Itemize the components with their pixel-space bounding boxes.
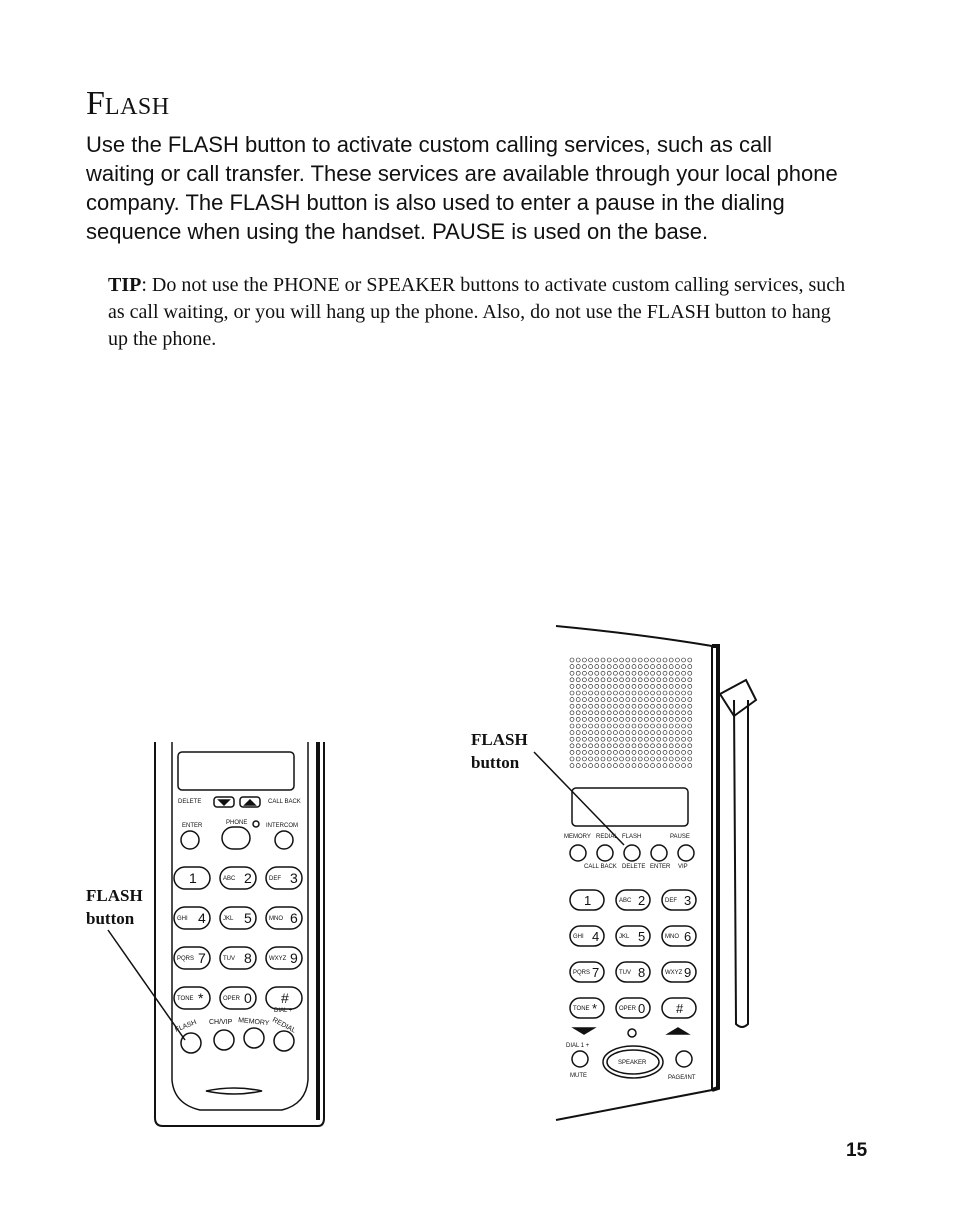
base-label-mute: MUTE <box>570 1073 587 1079</box>
base-key-letters: OPER <box>619 1006 637 1012</box>
handset-label-dial: DIAL + <box>274 1008 293 1014</box>
base-key-digit: # <box>676 1001 684 1016</box>
base-key-letters: JKL <box>619 934 630 940</box>
base-key-digit: 2 <box>638 893 646 908</box>
handset-label-flash: FLASH <box>174 1018 198 1034</box>
handset-key-9[interactable] <box>266 947 302 969</box>
base-label-pause: PAUSE <box>670 834 690 840</box>
base-key-digit: 7 <box>592 965 600 980</box>
base-key-2[interactable] <box>616 890 650 910</box>
base-key-digit: * <box>592 1001 598 1016</box>
base-label-flash: FLASH <box>622 834 642 840</box>
page-title: FLASH <box>86 85 170 122</box>
base-key-pound[interactable] <box>662 998 696 1018</box>
handset-key-letters: JKL <box>223 916 234 922</box>
base-key-digit: 5 <box>638 929 646 944</box>
handset-key-digit: 7 <box>198 950 206 966</box>
base-key-letters: PQRS <box>573 970 591 976</box>
base-key-0[interactable] <box>616 998 650 1018</box>
handset-key-letters: TONE <box>177 996 194 1002</box>
base-key-digit: 8 <box>638 965 646 980</box>
handset-key-star[interactable] <box>174 987 210 1009</box>
base-key-letters: DEF <box>665 898 677 904</box>
base-label-vip: VIP <box>678 864 688 870</box>
handset-key-digit: 6 <box>290 910 298 926</box>
handset-label-redial: REDIAL <box>271 1016 297 1035</box>
handset-key-7[interactable] <box>174 947 210 969</box>
base-labels <box>564 834 696 1081</box>
intro-paragraph: Use the FLASH button to activate custom calling services, such as call waiting or call transfer. These services are available through your local phone company. The FLASH button is also used to enter a pause in the dialing sequence when using the handset. PAUSE is used on the base. <box>86 132 838 244</box>
handset-key-digit: 1 <box>189 870 197 886</box>
base-key-letters: TONE <box>573 1006 590 1012</box>
base-label-delete: DELETE <box>622 864 646 870</box>
tip-label: TIP <box>108 274 142 296</box>
base-key-digit: 6 <box>684 929 692 944</box>
base-label-redial: REDIAL <box>596 834 618 840</box>
handset-key-4[interactable] <box>174 907 210 929</box>
base-key-digit: 4 <box>592 929 600 944</box>
handset-key-letters: WXYZ <box>269 956 287 962</box>
base-key-7[interactable] <box>570 962 604 982</box>
handset-key-6[interactable] <box>266 907 302 929</box>
handset-label-chvip: CH/VIP <box>209 1019 233 1026</box>
base-key-5[interactable] <box>616 926 650 946</box>
base-label-enter: ENTER <box>650 864 671 870</box>
base-key-letters: ABC <box>619 898 632 904</box>
base-label-pageint: PAGE/INT <box>668 1075 696 1081</box>
handset-key-letters: OPER <box>223 996 241 1002</box>
handset-key-digit: 8 <box>244 950 252 966</box>
handset-label-delete: DELETE <box>178 799 202 805</box>
handset-key-8[interactable] <box>220 947 256 969</box>
handset-key-letters: DEF <box>269 876 281 882</box>
base-flash-callout: FLASH button <box>471 730 528 772</box>
base-key-1[interactable] <box>570 890 604 910</box>
handset-label-callback: CALL BACK <box>268 799 301 805</box>
base-key-digit: 9 <box>684 965 692 980</box>
base-key-digit: 0 <box>638 1001 646 1016</box>
base-key-digit: 3 <box>684 893 692 908</box>
base-label-callback: CALL BACK <box>584 864 617 870</box>
base-label-memory: MEMORY <box>564 834 591 840</box>
handset-key-digit: 4 <box>198 910 206 926</box>
base-key-letters: WXYZ <box>665 970 683 976</box>
handset-label-phone: PHONE <box>226 820 248 826</box>
handset-label-enter: ENTER <box>182 823 203 829</box>
base-key-digit: 1 <box>584 893 592 908</box>
handset-key-letters: MNO <box>269 916 283 922</box>
handset-key-3[interactable] <box>266 867 302 889</box>
handset-key-2[interactable] <box>220 867 256 889</box>
handset-label-memory: MEMORY <box>237 1017 270 1028</box>
base-speaker-label: SPEAKER <box>618 1060 647 1066</box>
base-key-4[interactable] <box>570 926 604 946</box>
base-key-9[interactable] <box>662 962 696 982</box>
handset-key-digit: 9 <box>290 950 298 966</box>
handset-key-letters: GHI <box>177 916 188 922</box>
handset-key-letters: PQRS <box>177 956 195 962</box>
handset-key-1[interactable] <box>174 867 210 889</box>
base-key-letters: TUV <box>619 970 631 976</box>
handset-key-digit: 0 <box>244 990 252 1006</box>
base-key-8[interactable] <box>616 962 650 982</box>
base-key-star[interactable] <box>570 998 604 1018</box>
base-key-letters: GHI <box>573 934 584 940</box>
handset-key-pound[interactable] <box>266 987 302 1009</box>
handset-key-digit: 2 <box>244 870 252 886</box>
base-key-6[interactable] <box>662 926 696 946</box>
handset-label-intercom: INTERCOM <box>266 823 298 829</box>
handset-key-letters: TUV <box>223 956 235 962</box>
handset-key-digit: * <box>198 990 204 1006</box>
handset-key-letters: ABC <box>223 876 236 882</box>
base-label-dial: DIAL 1 + <box>566 1043 590 1049</box>
base-key-letters: MNO <box>665 934 679 940</box>
handset-flash-callout: FLASH button <box>86 886 143 928</box>
handset-key-digit: 3 <box>290 870 298 886</box>
base-key-3[interactable] <box>662 890 696 910</box>
page-number: 15 <box>846 1140 868 1161</box>
tip-text: : Do not use the PHONE or SPEAKER buttons to activate custom calling services, such as call waiting, or you will hang up the phone. Also, do not use the FLASH button to hang up the phone. <box>108 274 846 350</box>
handset-key-digit: 5 <box>244 910 252 926</box>
handset-key-digit: # <box>281 990 289 1006</box>
handset-key-5[interactable] <box>220 907 256 929</box>
handset-key-0[interactable] <box>220 987 256 1009</box>
